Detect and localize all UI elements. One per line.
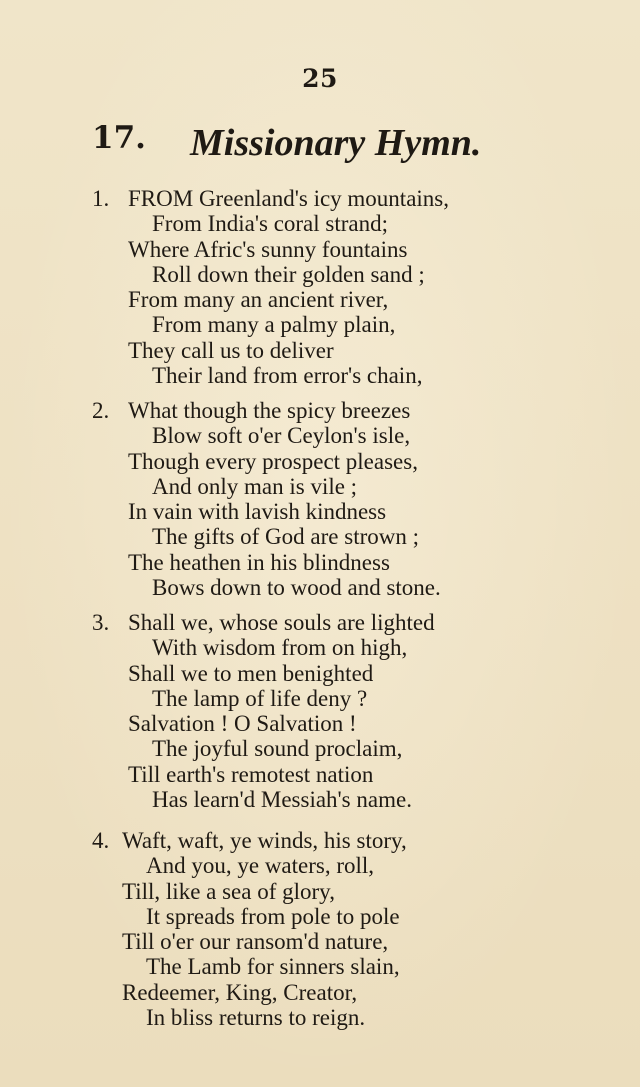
verse-line: With wisdom from on high, [152,635,408,661]
verse-line: Waft, waft, ye winds, his story, [122,828,407,853]
verse-line: Till, like a sea of glory, [122,878,335,904]
verse-line: From many a palmy plain, [152,312,396,338]
stanza-number: 2. [92,398,110,423]
verse-line: And you, ye waters, roll, [146,853,375,879]
verse-line: In bliss returns to reign. [146,1005,366,1031]
verse-line: It spreads from pole to pole [146,903,400,929]
verse-line: The Lamb for sinners slain, [146,954,400,980]
hymn-header [92,120,612,166]
verse-line: FROM Greenland's icy mountains, [128,186,450,211]
verse-line: The heathen in his blindness [128,549,390,575]
stanza-lines [128,186,628,388]
verse-line: From India's coral strand; [152,211,389,237]
stanza-number: 1. [92,186,110,211]
verse-line: The lamp of life deny ? [152,685,368,711]
page-number: 25 [302,64,338,93]
hymn-title: Missionary Hymn. [190,122,482,164]
verse-line: Redeemer, King, Creator, [122,979,358,1005]
verse-line: Where Afric's sunny fountains [128,236,408,262]
verse-line: The joyful sound proclaim, [152,736,403,762]
verse-line: Till o'er our ransom'd nature, [122,929,389,955]
hymn-number: 17. [92,120,146,156]
verse-line: In vain with lavish kindness [128,499,387,525]
verse-line: Shall we, whose souls are lighted [128,610,435,635]
stanza-number: 3. [92,610,110,635]
verse-line: Blow soft o'er Ceylon's isle, [152,423,411,449]
verse-line: Roll down their golden sand ; [152,261,425,287]
verse-line: Till earth's remotest nation [128,761,374,787]
stanza-lines [128,398,628,600]
verse-line: What though the spicy breezes [128,398,411,423]
verse-line: They call us to deliver [128,337,334,363]
verse-line: Salvation ! O Salvation ! [128,711,357,737]
verse-line: And only man is vile ; [152,473,358,499]
stanza-lines [128,610,628,812]
verse-line: Bows down to wood and stone. [152,575,441,601]
stanza-number: 4. [92,828,110,853]
verse-line: From many an ancient river, [128,287,389,313]
verse-line: Shall we to men benighted [128,660,374,686]
verse-line: The gifts of God are strown ; [152,524,419,550]
verse-line: Their land from error's chain, [152,363,423,389]
verse-line: Has learn'd Messiah's name. [152,787,412,813]
verse-line: Though every prospect pleases, [128,448,418,474]
stanza-lines [122,828,622,1030]
